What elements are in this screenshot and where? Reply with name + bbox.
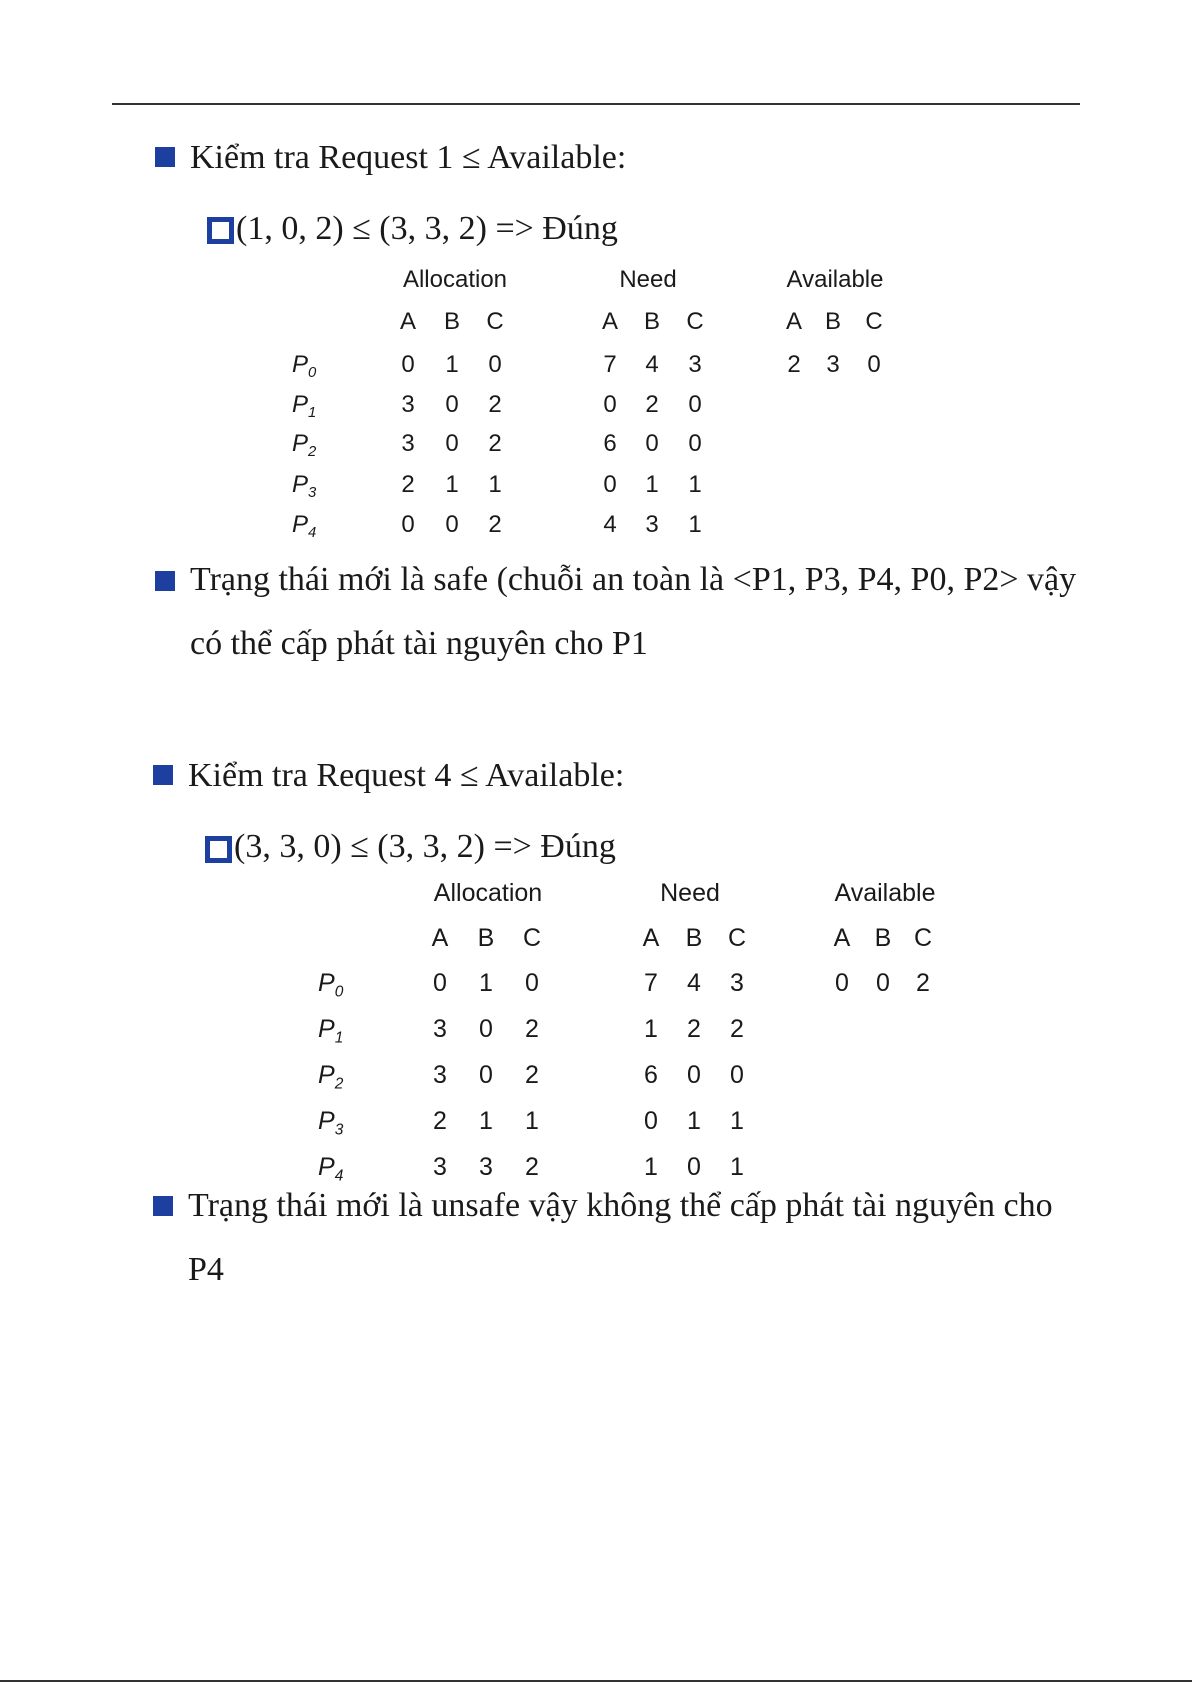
resource-label-a: A: [642, 924, 660, 952]
need-value: 0: [645, 430, 659, 457]
allocation-value: 2: [488, 511, 502, 538]
need-value: 1: [688, 511, 702, 538]
request4-heading: Kiểm tra Request 4 ≤ Available:: [188, 757, 625, 794]
need-value: 0: [687, 1061, 701, 1089]
need-value: 6: [603, 430, 617, 457]
need-value: 4: [603, 511, 617, 538]
request1-condition: (1, 0, 2) ≤ (3, 3, 2) => Đúng: [236, 210, 618, 247]
need-value: 1: [730, 1153, 744, 1181]
need-value: 1: [688, 471, 702, 498]
allocation-value: 2: [525, 1015, 539, 1043]
need-value: 1: [645, 471, 659, 498]
need-value: 1: [644, 1153, 658, 1181]
allocation-value: 1: [445, 471, 459, 498]
allocation-value: 0: [445, 430, 459, 457]
resource-label-a: A: [399, 308, 417, 335]
need-value: 4: [687, 969, 701, 997]
allocation-value: 3: [479, 1153, 493, 1181]
process-label: $P_3$: [292, 471, 317, 502]
column-header-allocation: Allocation: [433, 879, 543, 907]
allocation-value: 2: [488, 391, 502, 418]
process-label: $P_4$: [318, 1153, 344, 1185]
resource-label-b: B: [643, 308, 661, 335]
need-value: 0: [644, 1107, 658, 1135]
allocation-value: 2: [488, 430, 502, 457]
allocation-value: 2: [401, 471, 415, 498]
allocation-value: 0: [479, 1061, 493, 1089]
allocation-value: 0: [433, 969, 447, 997]
process-label: $P_1$: [292, 391, 317, 422]
safe-state-line1: Trạng thái mới là safe (chuỗi an toàn là <P1, P3, P4, P0, P2> vậy: [190, 561, 1077, 598]
available-value: 0: [867, 351, 881, 378]
allocation-value: 1: [525, 1107, 539, 1135]
allocation-value: 1: [445, 351, 459, 378]
allocation-value: 2: [525, 1061, 539, 1089]
need-value: 7: [603, 351, 617, 378]
allocation-value: 0: [401, 511, 415, 538]
safe-state-line2: có thể cấp phát tài nguyên cho P1: [190, 625, 648, 662]
column-header-need: Need: [619, 266, 677, 293]
need-value: 0: [688, 430, 702, 457]
available-value: 0: [876, 969, 890, 997]
resource-label-c: C: [686, 308, 704, 335]
need-value: 4: [645, 351, 659, 378]
process-label: $P_3$: [318, 1107, 344, 1139]
need-value: 3: [645, 511, 659, 538]
resource-label-c: C: [913, 924, 933, 952]
allocation-value: 0: [445, 391, 459, 418]
column-header-allocation: Allocation: [402, 266, 508, 293]
need-value: 0: [603, 391, 617, 418]
resource-label-a: A: [431, 924, 449, 952]
resource-label-a: A: [601, 308, 619, 335]
need-value: 0: [730, 1061, 744, 1089]
allocation-value: 0: [445, 511, 459, 538]
need-value: 2: [730, 1015, 744, 1043]
process-label: $P_2$: [292, 430, 317, 461]
need-value: 0: [603, 471, 617, 498]
allocation-value: 1: [479, 969, 493, 997]
need-value: 3: [730, 969, 744, 997]
resource-label-a: A: [785, 308, 803, 335]
need-value: 0: [687, 1153, 701, 1181]
available-value: 3: [826, 351, 840, 378]
process-label: $P_0$: [318, 969, 344, 1001]
allocation-value: 3: [433, 1061, 447, 1089]
need-value: 2: [687, 1015, 701, 1043]
unsafe-state-line1: Trạng thái mới là unsafe vậy không thể cấp phát tài nguyên cho: [188, 1187, 1053, 1224]
resource-label-b: B: [443, 308, 461, 335]
allocation-value: 3: [401, 391, 415, 418]
allocation-value: 0: [479, 1015, 493, 1043]
need-value: 1: [644, 1015, 658, 1043]
process-label: $P_0$: [292, 351, 317, 382]
process-label: $P_1$: [318, 1015, 344, 1047]
column-header-available: Available: [834, 879, 936, 907]
need-value: 6: [644, 1061, 658, 1089]
column-header-need: Need: [660, 879, 720, 907]
need-value: 1: [687, 1107, 701, 1135]
resource-label-c: C: [522, 924, 542, 952]
need-value: 2: [645, 391, 659, 418]
allocation-value: 2: [525, 1153, 539, 1181]
resource-label-c: C: [727, 924, 747, 952]
allocation-value: 3: [433, 1153, 447, 1181]
resource-label-a: A: [833, 924, 851, 952]
allocation-value: 1: [479, 1107, 493, 1135]
allocation-value: 0: [488, 351, 502, 378]
available-value: 0: [835, 969, 849, 997]
resource-label-c: C: [486, 308, 504, 335]
process-label: $P_4$: [292, 511, 317, 542]
unsafe-state-line2: P4: [188, 1251, 224, 1288]
request4-condition: (3, 3, 0) ≤ (3, 3, 2) => Đúng: [234, 828, 616, 865]
footer-rule: [0, 1680, 1192, 1682]
resource-label-b: B: [874, 924, 892, 952]
resource-label-b: B: [824, 308, 842, 335]
allocation-value: 0: [401, 351, 415, 378]
need-value: 1: [730, 1107, 744, 1135]
need-value: 0: [688, 391, 702, 418]
allocation-value: 3: [401, 430, 415, 457]
available-value: 2: [787, 351, 801, 378]
column-header-available: Available: [786, 266, 884, 293]
request1-heading: Kiểm tra Request 1 ≤ Available:: [190, 139, 627, 176]
available-value: 2: [916, 969, 930, 997]
resource-label-b: B: [477, 924, 495, 952]
allocation-value: 3: [433, 1015, 447, 1043]
allocation-value: 2: [433, 1107, 447, 1135]
process-label: $P_2$: [318, 1061, 344, 1093]
need-value: 7: [644, 969, 658, 997]
resource-label-c: C: [865, 308, 883, 335]
bullet-square-icon: [153, 1196, 173, 1216]
need-value: 3: [688, 351, 702, 378]
allocation-value: 0: [525, 969, 539, 997]
resource-label-b: B: [685, 924, 703, 952]
allocation-value: 1: [488, 471, 502, 498]
